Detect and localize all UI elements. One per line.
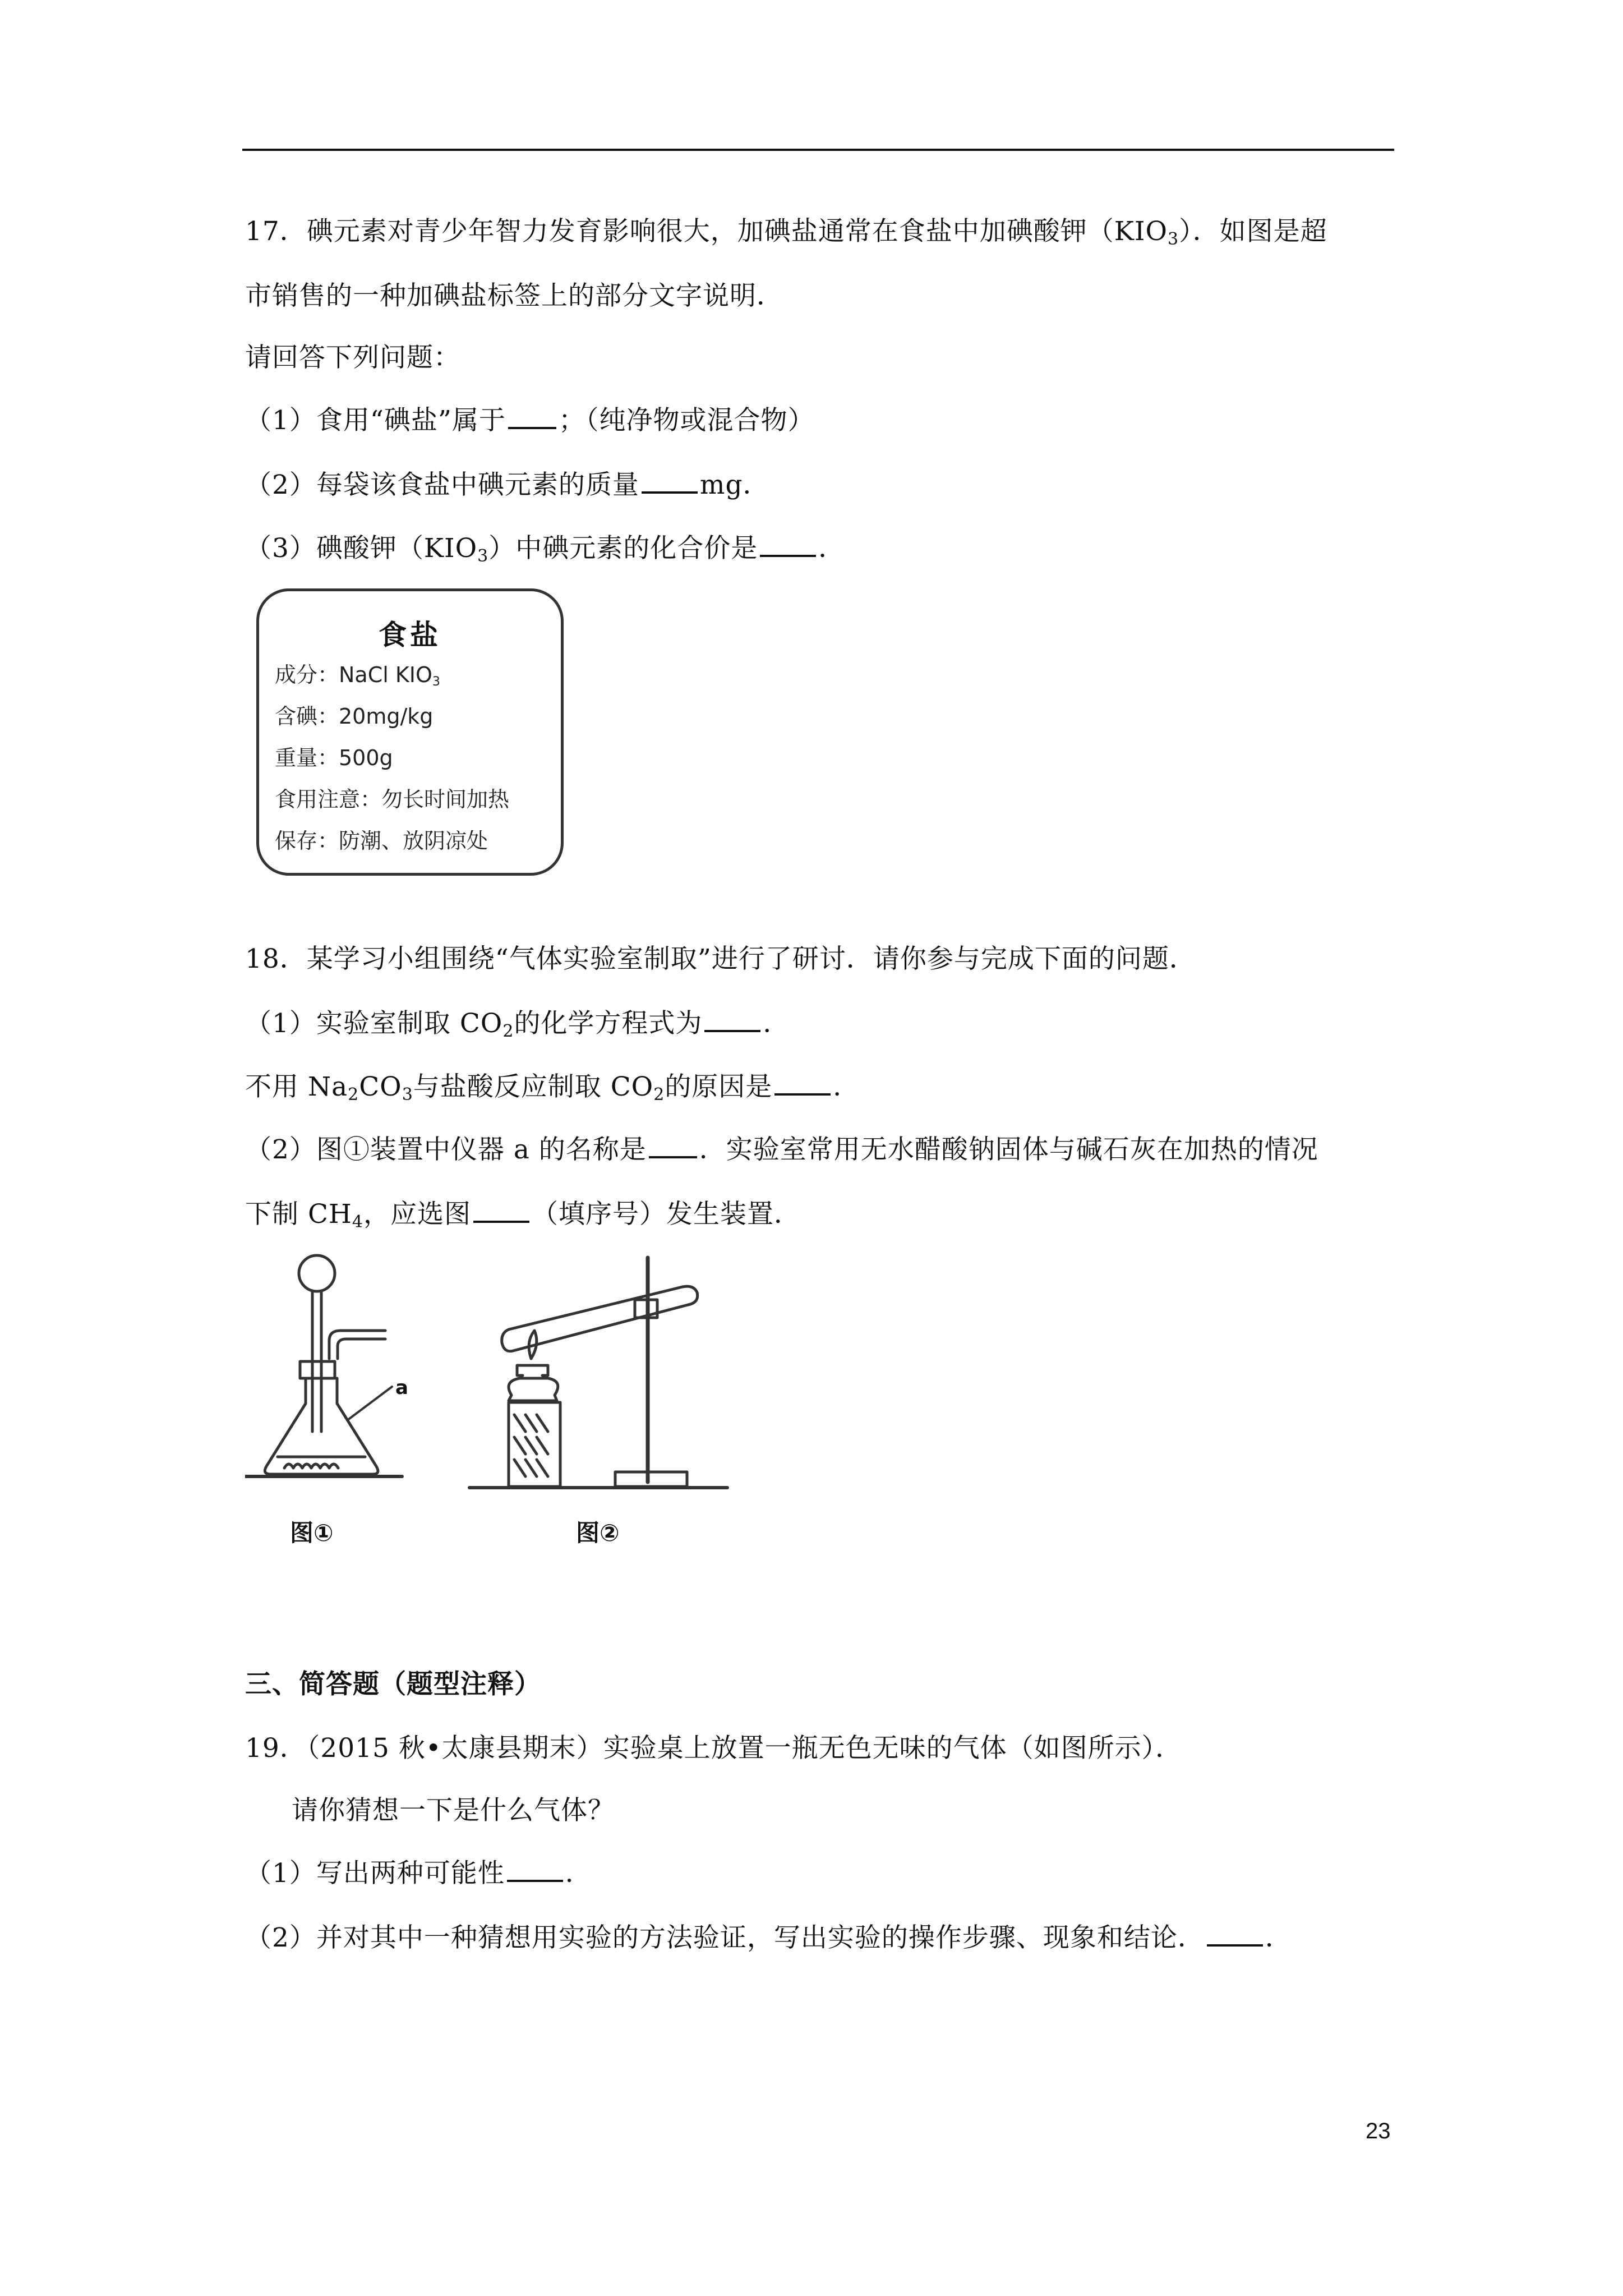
answer-blank [704,1007,760,1032]
answer-blank [760,532,816,557]
q17-part1: （1）食用“碘盐”属于 ；（纯净物或混合物） [245,405,815,436]
answer-blank [642,469,698,494]
conical-flask-apparatus [245,1255,402,1476]
answer-blank [473,1198,529,1223]
q19-part2: （2）并对其中一种猜想用实验的方法验证，写出实验的操作步骤、现象和结论． ． [245,1922,1292,1953]
apparatus-drawing [245,1246,733,1561]
salt-label-figure [245,582,578,887]
salt-label-usage-note: 食用注意：勿长时间加热 [275,787,510,812]
salt-label-title: 食盐 [379,619,441,651]
answer-blank [649,1134,697,1158]
q18-part2: （2）图①装置中仪器 a 的名称是 ．实验室常用无水醋酸钠固体与碱石灰在加热的情况 [245,1134,1318,1165]
q19-part1: （1）写出两种可能性 ． [245,1858,592,1889]
q18-part1: （1）实验室制取 $CO_2$的化学方程式为 ． [245,1008,790,1041]
apparatus-figure [245,1246,733,1561]
answer-blank [507,1857,563,1882]
q18-part2-cont: 下制 $CH_4$，应选图 （填序号）发生装置． [245,1199,801,1232]
answer-blank [508,404,556,429]
q17-line2: 市销售的一种加碘盐标签上的部分文字说明． [245,280,783,311]
salt-label-iodine: 含碘：20mg/kg [275,704,434,729]
answer-blank [774,1071,831,1096]
apparatus-label-a: a [395,1377,408,1399]
q18-line3: 不用 $Na_2CO_3$与盐酸反应制取 $CO_2$的原因是 ． [245,1071,860,1105]
heating-apparatus [469,1258,727,1488]
q17-part3: （3）碘酸钾$(KIO_3)$中碘元素的化合价是 ． [245,533,846,566]
answer-blank [1207,1922,1263,1947]
q17-line1: 17．碘元素对青少年智力发育影响很大，加碘盐通常在食盐中加碘酸钾$(KIO_3)$．如图是超 [245,216,1327,249]
q19-line2: 请你猜想一下是什么气体？ [292,1795,615,1826]
header-rule [242,149,1394,151]
salt-label-card [256,588,564,876]
figure2-caption: 图② [576,1519,620,1547]
figure1-caption: 图① [290,1519,334,1547]
salt-label-ingredients: 成分：NaCl $KIO_3$ [275,662,440,689]
q17-part2: （2）每袋该食盐中碘元素的质量 mg． [245,470,770,500]
q17-line3: 请回答下列问题： [245,342,460,373]
q19-line1: 19．（2015 秋•太康县期末）实验桌上放置一瓶无色无味的气体（如图所示）． [245,1733,1183,1764]
salt-label-weight: 重量：500g [275,746,393,770]
salt-label-storage: 保存：防潮、放阴凉处 [275,829,488,853]
page-number: 23 [1366,2119,1391,2143]
q18-line1: 18．某学习小组围绕“气体实验室制取”进行了研讨．请你参与完成下面的问题． [245,944,1196,974]
section-heading: 三、简答题（题型注释） [245,1669,541,1700]
